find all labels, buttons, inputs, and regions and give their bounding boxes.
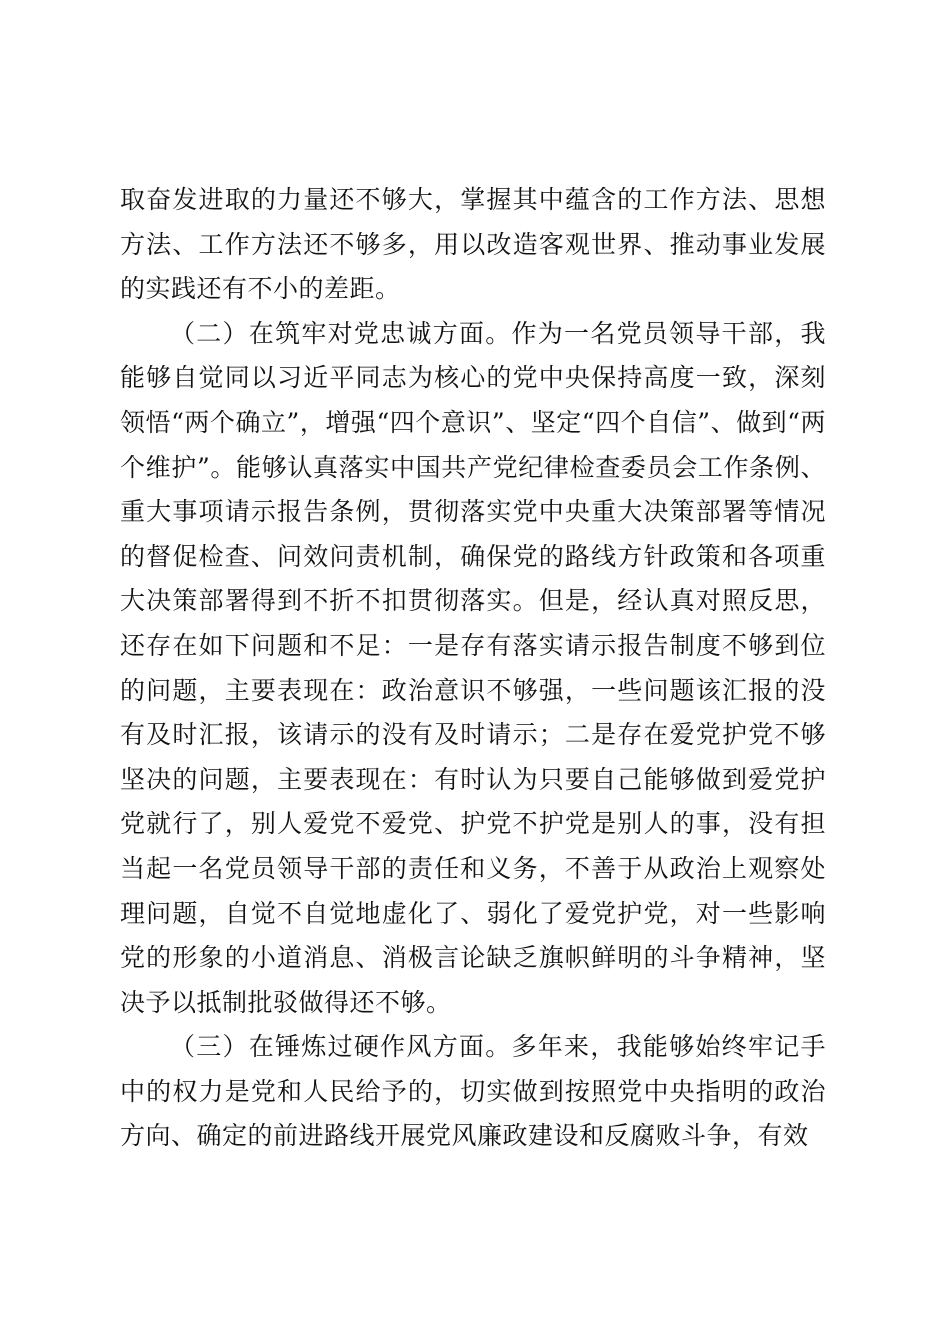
paragraph-section-two: （二）在筑牢对党忠诚方面。作为一名党员领导干部，我能够自觉同以习近平同志为核心的党中央保持高度一致，深刻领悟“两个确立”，增强“四个意识”、坚定“四个自信”、做到“两个维护”。能够认真落实中国共产党纪律检查委员会工作条例、重大事项请示报告条例，贯彻落实党中央重大决策部署等情况的督促检查、问效问责机制，确保党的路线方针政策和各项重大决策部署得到不折不扣贯彻落实。但是，经认真对照反思，还存在如下问题和不足：一是存有落实请示报告制度不够到位的问题，主要表现在：政治意识不够强，一些问题该汇报的没有及时汇报，该请示的没有及时请示；二是存在爱党护党不够坚决的问题，主要表现在：有时认为只要自己能够做到爱党护党就行了，别人爱党不爱党、护党不护党是别人的事，没有担当起一名党员领导干部的责任和义务，不善于从政治上观察处理问题，自觉不自觉地虚化了、弱化了爱党护党，对一些影响党的形象的小道消息、消极言论缺乏旗帜鲜明的斗争精神，坚决予以抵制批驳做得还不够。 xyxy=(120,318,826,1017)
paragraph-section-three: （三）在锤炼过硬作风方面。多年来，我能够始终牢记手中的权力是党和人民给予的，切实做到按照党中央指明的政治方向、确定的前进路线开展党风廉政建设和反腐败斗争，有效 xyxy=(120,1032,826,1151)
document-body xyxy=(120,178,826,1159)
paragraph-continuation: 取奋发进取的力量还不够大，掌握其中蕴含的工作方法、思想方法、工作方法还不够多，用以改造客观世界、推动事业发展的实践还有不小的差距。 xyxy=(120,185,826,304)
